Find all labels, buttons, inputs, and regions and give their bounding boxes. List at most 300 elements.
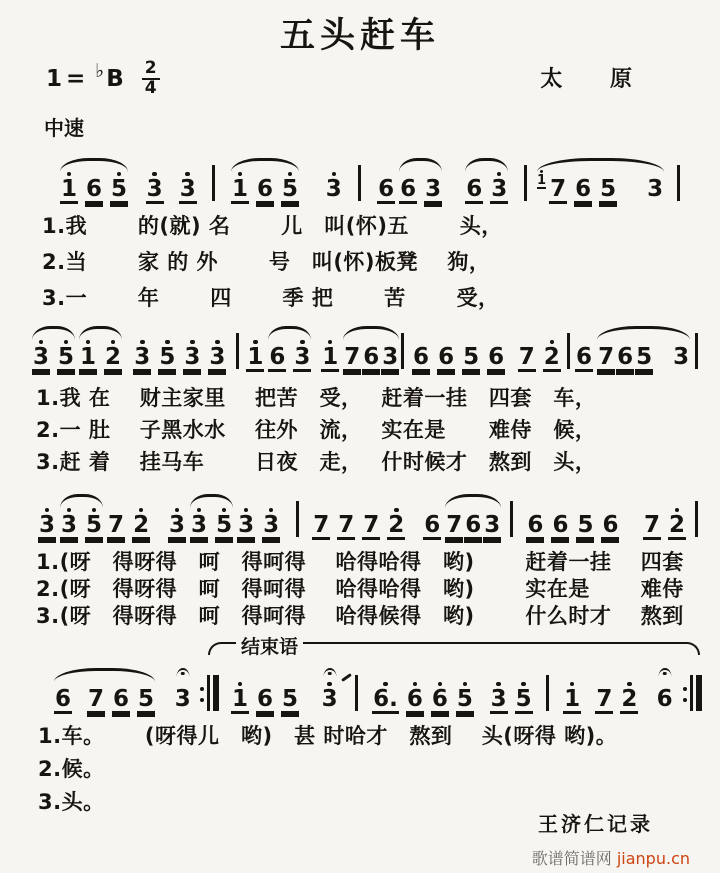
note-run bbox=[168, 508, 186, 538]
barline bbox=[695, 501, 698, 537]
note-group bbox=[524, 492, 621, 547]
watermark-site: 歌谱简谱网 bbox=[531, 849, 617, 868]
music-system-3 bbox=[36, 486, 698, 546]
note bbox=[595, 682, 613, 712]
barline bbox=[355, 675, 358, 711]
note-group bbox=[463, 156, 510, 211]
note bbox=[60, 508, 78, 538]
note bbox=[208, 340, 226, 370]
note-digit: 6 bbox=[257, 686, 274, 712]
note bbox=[601, 508, 619, 538]
note bbox=[575, 340, 593, 370]
note-digit: 6 bbox=[576, 344, 593, 370]
note bbox=[412, 340, 430, 370]
note-digit: 6 bbox=[55, 686, 72, 712]
note bbox=[256, 682, 274, 712]
note-group bbox=[172, 666, 194, 721]
note-run bbox=[60, 508, 103, 538]
note-group bbox=[641, 492, 688, 547]
note-digit: 5 bbox=[577, 512, 594, 538]
note-digit: 7 bbox=[446, 512, 463, 538]
fermata-icon bbox=[323, 668, 336, 677]
barline bbox=[212, 165, 215, 201]
note-digit: 3 bbox=[146, 176, 163, 202]
note bbox=[132, 508, 150, 538]
ending-section-label: 结束语 bbox=[236, 632, 303, 659]
note bbox=[32, 340, 50, 370]
note-digit: 7 bbox=[338, 512, 355, 538]
note-run bbox=[231, 172, 299, 202]
music-system-1 bbox=[42, 150, 680, 210]
note-run bbox=[190, 508, 233, 538]
ending-section-bracket bbox=[208, 636, 700, 658]
slur-icon bbox=[537, 158, 664, 172]
note-digit: 7 bbox=[518, 344, 535, 370]
note bbox=[343, 340, 361, 370]
note-digit: 6 bbox=[656, 686, 673, 712]
note-run bbox=[518, 340, 561, 370]
slur-icon bbox=[60, 158, 128, 172]
slur-icon bbox=[343, 326, 399, 340]
note-digit: 1 bbox=[564, 686, 581, 712]
note-digit: 6. bbox=[373, 686, 398, 712]
note bbox=[60, 172, 78, 202]
note-digit: 5 bbox=[111, 176, 128, 202]
note-run bbox=[563, 682, 581, 712]
slur-icon bbox=[54, 668, 155, 682]
note-digit: 6 bbox=[466, 176, 483, 202]
note bbox=[483, 508, 501, 538]
transcriber-credit: 王济仁记录 bbox=[538, 812, 653, 836]
barline bbox=[236, 333, 239, 369]
note-digit: 3 bbox=[33, 344, 50, 370]
note-group bbox=[516, 324, 563, 379]
note bbox=[656, 682, 674, 712]
note-group bbox=[654, 666, 676, 721]
note-group bbox=[410, 324, 507, 379]
repeat-begin-barline bbox=[200, 675, 219, 711]
note bbox=[387, 508, 405, 538]
note bbox=[146, 172, 164, 202]
note bbox=[551, 508, 569, 538]
repeat-dots bbox=[200, 687, 204, 702]
note-digit: 7 bbox=[88, 686, 105, 712]
note-group bbox=[144, 156, 199, 211]
note bbox=[372, 682, 399, 712]
note-digit: 7 bbox=[598, 344, 615, 370]
note-group bbox=[561, 666, 583, 721]
note-digit: 2 bbox=[105, 344, 122, 370]
note-digit: 3 bbox=[294, 344, 311, 370]
note-digit: 6 bbox=[488, 344, 505, 370]
note-run bbox=[60, 172, 128, 202]
note bbox=[597, 340, 615, 370]
note bbox=[672, 340, 690, 370]
note-run bbox=[133, 340, 226, 370]
barline bbox=[567, 333, 570, 369]
lyric-row: 1.车。 (呀得儿 哟) 甚 时哈才 熬到 头(呀得 哟)。 bbox=[38, 724, 618, 748]
lyric-row: 2.一 肚 子黑水水 往外 流， 实在是 难侍 候， bbox=[36, 418, 597, 442]
note-run bbox=[312, 508, 405, 538]
note bbox=[574, 172, 592, 202]
lyric-row: 1.(呀 得呀得 呵 得呵得 哈得哈得 哟) 赶着一挂 四套 bbox=[36, 550, 684, 574]
note-group bbox=[535, 156, 666, 211]
note bbox=[87, 682, 105, 712]
slur-icon bbox=[60, 494, 103, 508]
note bbox=[133, 340, 151, 370]
note-group bbox=[341, 324, 401, 379]
note-digit: 6 bbox=[113, 686, 130, 712]
breath-mark-icon bbox=[341, 673, 352, 682]
barline bbox=[677, 165, 680, 201]
note-run bbox=[146, 172, 197, 202]
note bbox=[424, 172, 442, 202]
note-digit: 6 bbox=[363, 344, 380, 370]
note-digit: 5 bbox=[282, 686, 299, 712]
note bbox=[256, 172, 274, 202]
note-run bbox=[268, 340, 311, 370]
note bbox=[110, 172, 128, 202]
note-digit: 3 bbox=[134, 344, 151, 370]
repeat-dots bbox=[683, 687, 687, 702]
music-system-2 bbox=[30, 318, 698, 378]
note-run bbox=[423, 508, 441, 538]
note bbox=[490, 682, 508, 712]
grace-digit: 1 bbox=[537, 173, 547, 188]
note bbox=[312, 508, 330, 538]
slur-icon bbox=[231, 158, 299, 172]
note-digit: 3 bbox=[484, 512, 501, 538]
note-run bbox=[32, 340, 75, 370]
note-digit: 7 bbox=[344, 344, 361, 370]
note-digit: 6 bbox=[431, 686, 448, 712]
note-digit: 5 bbox=[456, 686, 473, 712]
note-group bbox=[319, 324, 341, 379]
note-digit: 3 bbox=[184, 344, 201, 370]
note bbox=[321, 682, 339, 712]
note-digit: 3 bbox=[490, 686, 507, 712]
note bbox=[543, 340, 561, 370]
note bbox=[515, 682, 533, 712]
note-group bbox=[77, 324, 124, 379]
key-tonic: 1 bbox=[46, 65, 63, 92]
note-run bbox=[549, 172, 664, 202]
note bbox=[362, 508, 380, 538]
note-run bbox=[246, 340, 264, 370]
note bbox=[337, 508, 355, 538]
note-digit: 6 bbox=[552, 512, 569, 538]
note bbox=[104, 340, 122, 370]
note-group bbox=[421, 492, 443, 547]
barline bbox=[401, 333, 404, 369]
note-run bbox=[321, 682, 339, 712]
note-run bbox=[325, 172, 343, 202]
note bbox=[215, 508, 233, 538]
note-group bbox=[36, 492, 58, 547]
note-digit: 6 bbox=[406, 686, 423, 712]
note bbox=[85, 172, 103, 202]
note bbox=[137, 682, 155, 712]
note bbox=[487, 340, 505, 370]
note-digit: 2 bbox=[669, 512, 686, 538]
key-equals: = bbox=[66, 65, 86, 92]
note-digit: 2 bbox=[543, 344, 560, 370]
note-digit: 1 bbox=[232, 686, 249, 712]
note bbox=[620, 682, 638, 712]
slur-icon bbox=[597, 326, 690, 340]
note-digit: 6 bbox=[424, 512, 441, 538]
note-digit: 6 bbox=[617, 344, 634, 370]
note-run bbox=[38, 508, 56, 538]
note-run bbox=[377, 172, 395, 202]
note-group bbox=[58, 156, 130, 211]
note-digit: 3 bbox=[191, 512, 208, 538]
barline bbox=[695, 333, 698, 369]
note-digit: 5 bbox=[463, 344, 480, 370]
note-digit: 1 bbox=[322, 344, 339, 370]
note bbox=[599, 172, 617, 202]
note-group bbox=[235, 492, 282, 547]
note-digit: 7 bbox=[363, 512, 380, 538]
note bbox=[231, 172, 249, 202]
note-group bbox=[166, 492, 188, 547]
lyric-row: 2.候。 bbox=[38, 757, 105, 781]
note-digit: 3 bbox=[647, 176, 664, 202]
note-digit: 3 bbox=[673, 344, 690, 370]
note-run bbox=[237, 508, 280, 538]
note-digit: 3 bbox=[61, 512, 78, 538]
note-digit: 6 bbox=[256, 176, 273, 202]
slur-icon bbox=[399, 158, 442, 172]
note-run bbox=[343, 340, 399, 370]
note-digit: 1 bbox=[80, 344, 97, 370]
slur-icon bbox=[465, 158, 508, 172]
note bbox=[325, 172, 343, 202]
note-run bbox=[597, 340, 690, 370]
slur-icon bbox=[268, 326, 311, 340]
barline bbox=[524, 165, 527, 201]
note-digit: 5 bbox=[216, 512, 233, 538]
note-digit: 1 bbox=[247, 344, 264, 370]
note bbox=[576, 508, 594, 538]
note bbox=[231, 682, 249, 712]
note bbox=[158, 340, 176, 370]
note bbox=[281, 172, 299, 202]
time-signature bbox=[142, 60, 160, 98]
note-run bbox=[595, 682, 638, 712]
note-group bbox=[375, 156, 397, 211]
note bbox=[635, 340, 653, 370]
note-group bbox=[310, 492, 407, 547]
note bbox=[79, 340, 97, 370]
note bbox=[107, 508, 125, 538]
note bbox=[174, 682, 192, 712]
note-digit: 5 bbox=[138, 686, 155, 712]
note-digit: 5 bbox=[159, 344, 176, 370]
note bbox=[85, 508, 103, 538]
fermata-icon bbox=[176, 668, 189, 677]
note-group bbox=[323, 156, 345, 211]
note bbox=[406, 682, 424, 712]
watermark-link[interactable]: jianpu.cn bbox=[616, 849, 690, 868]
note-digit: 5 bbox=[86, 512, 103, 538]
note bbox=[321, 340, 339, 370]
lyric-row: 3.头。 bbox=[38, 790, 105, 814]
note-digit: 7 bbox=[108, 512, 125, 538]
note bbox=[268, 340, 286, 370]
note bbox=[668, 508, 686, 538]
note bbox=[465, 172, 483, 202]
lyric-row: 3.一 年 四 季 把 苦 受， bbox=[42, 286, 500, 310]
note-digit: 3 bbox=[491, 176, 508, 202]
note bbox=[437, 340, 455, 370]
lyric-row: 3.(呀 得呀得 呵 得呵得 哈得候得 哟) 什么时才 熬到 bbox=[36, 604, 684, 628]
note-digit: 7 bbox=[550, 176, 567, 202]
note-digit: 5 bbox=[281, 176, 298, 202]
note bbox=[464, 508, 482, 538]
note-group bbox=[573, 324, 595, 379]
note bbox=[362, 340, 380, 370]
lyric-row: 3.赶 着 挂马车 日夜 走， 什时候才 熬到 头， bbox=[36, 450, 597, 474]
note-digit: 1 bbox=[61, 176, 78, 202]
tempo-label: 中速 bbox=[44, 116, 84, 140]
note bbox=[399, 172, 417, 202]
note-digit: 6 bbox=[438, 344, 455, 370]
note-digit: 6 bbox=[400, 176, 417, 202]
note-group bbox=[244, 324, 266, 379]
note-digit: 3 bbox=[174, 686, 191, 712]
note bbox=[262, 508, 280, 538]
slur-icon bbox=[79, 326, 122, 340]
note-group bbox=[52, 666, 157, 721]
note bbox=[563, 682, 581, 712]
note-digit: 3 bbox=[382, 344, 399, 370]
note-digit: 3 bbox=[325, 176, 342, 202]
key-signature bbox=[46, 60, 160, 98]
barline bbox=[690, 675, 693, 711]
note bbox=[549, 172, 567, 202]
note bbox=[423, 508, 441, 538]
fermata-icon bbox=[658, 668, 671, 677]
note bbox=[183, 340, 201, 370]
note-run bbox=[54, 682, 155, 712]
song-title: 五头赶车 bbox=[279, 16, 440, 56]
note-run bbox=[643, 508, 686, 538]
note bbox=[190, 508, 208, 538]
note-digit: 3 bbox=[39, 512, 56, 538]
note-run bbox=[321, 340, 339, 370]
lyric-row: 2.(呀 得呀得 呵 得呵得 哈得哈得 哟) 实在是 难侍 bbox=[36, 577, 684, 601]
note-digit: 6 bbox=[378, 176, 395, 202]
note-run bbox=[174, 682, 192, 712]
note-digit: 3 bbox=[321, 686, 338, 712]
note bbox=[646, 172, 664, 202]
note-digit: 7 bbox=[596, 686, 613, 712]
note-digit: 3 bbox=[238, 512, 255, 538]
note-group bbox=[266, 324, 313, 379]
slur-icon bbox=[445, 494, 501, 508]
time-unit: 4 bbox=[144, 77, 157, 98]
barline-thick bbox=[696, 675, 702, 711]
note-group bbox=[131, 324, 228, 379]
time-beats: 2 bbox=[142, 60, 160, 80]
lyric-row: 1.我 在 财主家里 把苦 受， 赶着一挂 四套 车， bbox=[36, 386, 597, 410]
note bbox=[237, 508, 255, 538]
note-digit: 2 bbox=[388, 512, 405, 538]
slur-icon bbox=[32, 326, 75, 340]
note-run bbox=[412, 340, 505, 370]
note-digit: 6 bbox=[602, 512, 619, 538]
note bbox=[246, 340, 264, 370]
note-digit: 5 bbox=[636, 344, 653, 370]
note bbox=[462, 340, 480, 370]
barline bbox=[358, 165, 361, 201]
note-run bbox=[490, 682, 533, 712]
note-digit: 3 bbox=[169, 512, 186, 538]
note-group bbox=[595, 324, 692, 379]
note-group bbox=[229, 156, 301, 211]
note-digit: 6 bbox=[86, 176, 103, 202]
note-digit: 6 bbox=[269, 344, 286, 370]
barline-thick bbox=[213, 675, 219, 711]
note-digit: 7 bbox=[313, 512, 330, 538]
key-letter: B bbox=[106, 65, 124, 92]
note-run bbox=[79, 340, 122, 370]
note-group bbox=[370, 666, 476, 721]
note-digit: 6 bbox=[413, 344, 430, 370]
note bbox=[281, 682, 299, 712]
note-group bbox=[229, 666, 301, 721]
note bbox=[293, 340, 311, 370]
note-run bbox=[465, 172, 508, 202]
grace-note bbox=[537, 170, 546, 187]
region-label: 太 原 bbox=[540, 67, 652, 92]
note-group bbox=[188, 492, 235, 547]
note bbox=[381, 340, 399, 370]
note-digit: 3 bbox=[263, 512, 280, 538]
note-digit: 6 bbox=[465, 512, 482, 538]
note-digit: 5 bbox=[58, 344, 75, 370]
note bbox=[431, 682, 449, 712]
note bbox=[456, 682, 474, 712]
note bbox=[518, 340, 536, 370]
note bbox=[377, 172, 395, 202]
barline bbox=[510, 501, 513, 537]
note-run bbox=[399, 172, 442, 202]
lyric-row: 1.我 的(就) 名 儿 叫(怀)五 头， bbox=[42, 214, 503, 238]
note-group bbox=[488, 666, 535, 721]
note-group bbox=[105, 492, 152, 547]
note bbox=[616, 340, 634, 370]
note bbox=[179, 172, 197, 202]
note-digit: 3 bbox=[425, 176, 442, 202]
note-digit: 6 bbox=[575, 176, 592, 202]
note bbox=[168, 508, 186, 538]
note bbox=[643, 508, 661, 538]
note-digit: 5 bbox=[600, 176, 617, 202]
note-digit: 5 bbox=[515, 686, 532, 712]
note bbox=[112, 682, 130, 712]
note-digit: 3 bbox=[179, 176, 196, 202]
flat-sign: ♭ bbox=[95, 59, 105, 82]
note-digit: 3 bbox=[209, 344, 226, 370]
repeat-end-barline bbox=[683, 675, 702, 711]
note bbox=[57, 340, 75, 370]
note-run bbox=[372, 682, 474, 712]
note-group bbox=[397, 156, 444, 211]
note-run bbox=[656, 682, 674, 712]
music-system-4 bbox=[42, 660, 702, 720]
